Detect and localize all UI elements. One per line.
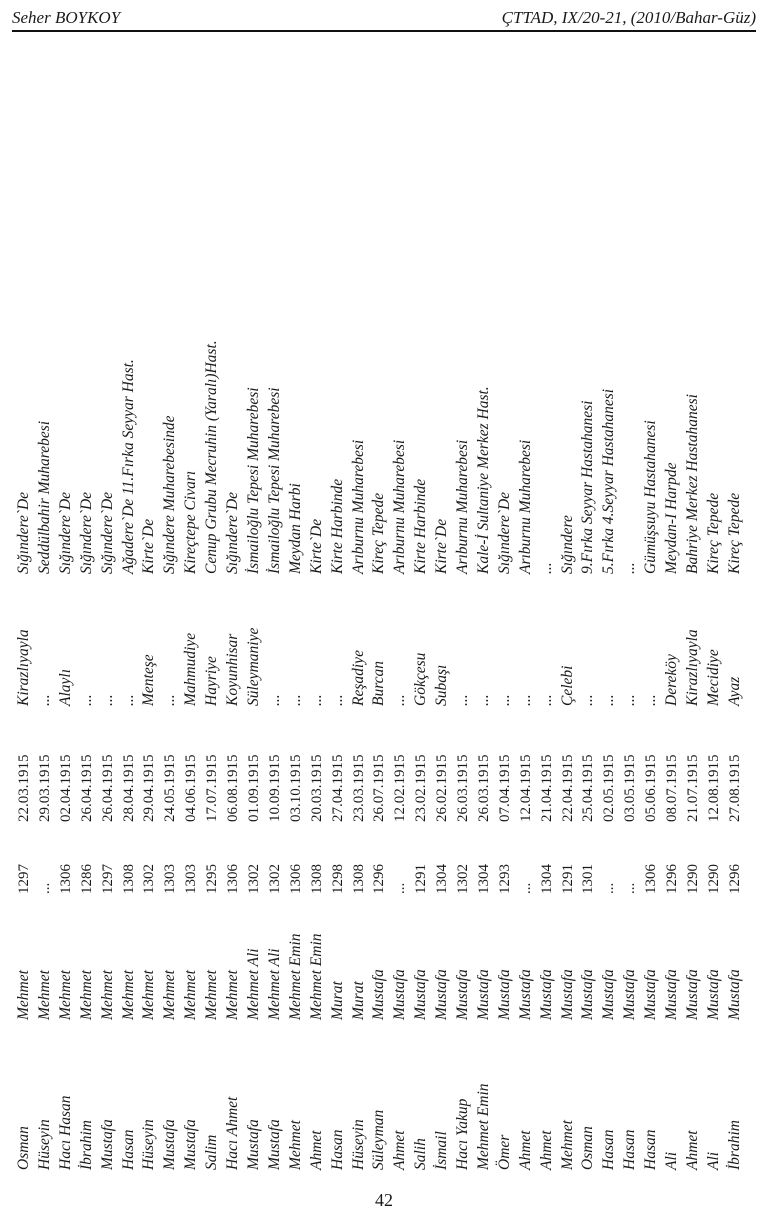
- village-cell: ...: [77, 694, 95, 706]
- death-place-cell: Arıburnu Muharebesi: [454, 439, 472, 574]
- death-date-cell: 20.03.1915: [308, 754, 325, 822]
- name-cell: Ahmet: [391, 1130, 409, 1170]
- death-place-cell: Sığındere`De: [77, 491, 95, 574]
- village-cell: ...: [537, 694, 555, 706]
- father-name-cell: Mustafa: [642, 969, 660, 1020]
- table-row: [516, 210, 537, 1170]
- table-row: [474, 210, 495, 1170]
- death-place-cell: Cenup Grubu Mecruhin (Yaralı)Hast.: [203, 340, 221, 574]
- birth-year-cell: 1306: [643, 864, 660, 894]
- birth-year-cell: 1308: [308, 864, 325, 894]
- father-name-cell: Mustafa: [600, 969, 618, 1020]
- name-cell: Mehmet Emin: [474, 1083, 492, 1170]
- table-row: [139, 210, 160, 1170]
- death-date-cell: 12.08.1915: [705, 754, 722, 822]
- death-place-cell: Arıburnu Muharebesi: [516, 439, 534, 574]
- death-date-cell: 28.04.1915: [120, 754, 137, 822]
- death-place-cell: Kireç Tepede: [725, 492, 743, 574]
- death-date-cell: 02.05.1915: [601, 754, 618, 822]
- village-cell: ...: [286, 694, 304, 706]
- table-row: [181, 210, 202, 1170]
- village-cell: ...: [516, 694, 534, 706]
- birth-year-cell: ...: [622, 882, 639, 894]
- death-date-cell: 22.04.1915: [559, 754, 576, 822]
- table-row: [328, 210, 349, 1170]
- father-name-cell: Mustafa: [725, 969, 743, 1020]
- death-date-cell: 24.05.1915: [162, 754, 179, 822]
- death-place-cell: Sığındere`De: [15, 491, 32, 574]
- village-cell: ...: [642, 694, 660, 706]
- village-cell: Menteşe: [140, 654, 158, 706]
- table-row: [683, 210, 704, 1170]
- name-cell: Ali: [704, 1151, 722, 1170]
- death-place-cell: ...: [537, 562, 555, 574]
- name-cell: Mustafa: [98, 1119, 116, 1170]
- father-name-cell: Mustafa: [663, 969, 681, 1020]
- village-cell: ...: [391, 694, 409, 706]
- death-date-cell: 27.04.1915: [329, 754, 346, 822]
- death-date-cell: 01.09.1915: [245, 754, 262, 822]
- name-cell: Salim: [203, 1134, 221, 1170]
- birth-year-cell: 1293: [496, 864, 513, 894]
- death-date-cell: 27.08.1915: [726, 754, 743, 822]
- father-name-cell: Mustafa: [621, 969, 639, 1020]
- table-row: [119, 210, 140, 1170]
- village-cell: Koyunhisar: [224, 633, 242, 706]
- table-row: [662, 210, 683, 1170]
- village-cell: ...: [328, 694, 346, 706]
- death-place-cell: İsmailoğlu Tepesi Muharebesi: [244, 387, 262, 574]
- birth-year-cell: 1303: [162, 864, 179, 894]
- father-name-cell: Mustafa: [537, 969, 555, 1020]
- death-place-cell: Seddülbahir Muharebesi: [35, 420, 53, 574]
- table-row: [599, 210, 620, 1170]
- father-name-cell: Mehmet Emin: [286, 933, 304, 1020]
- name-cell: Mustafa: [265, 1119, 283, 1170]
- father-name-cell: Mustafa: [516, 969, 534, 1020]
- death-date-cell: 08.07.1915: [664, 754, 681, 822]
- death-date-cell: 03.05.1915: [622, 754, 639, 822]
- birth-year-cell: 1291: [413, 864, 430, 894]
- name-cell: Mustafa: [182, 1119, 200, 1170]
- father-name-cell: Mustafa: [391, 969, 409, 1020]
- death-place-cell: Sığındere Muharebesinde: [161, 415, 179, 574]
- father-name-cell: Mustafa: [433, 969, 451, 1020]
- table-row: [537, 210, 558, 1170]
- death-place-cell: Kirte`De: [140, 518, 158, 574]
- death-place-cell: Meydan Harbi: [286, 483, 304, 574]
- birth-year-cell: ...: [392, 882, 409, 894]
- death-date-cell: 21.04.1915: [538, 754, 555, 822]
- name-cell: İbrahim: [77, 1120, 95, 1170]
- village-cell: Hayriye: [203, 656, 221, 706]
- village-cell: Mecidiye: [704, 649, 722, 706]
- village-cell: Süleymaniye: [244, 627, 262, 706]
- table-row: [160, 210, 181, 1170]
- birth-year-cell: 1298: [329, 864, 346, 894]
- village-cell: ...: [265, 694, 283, 706]
- table-row: [307, 210, 328, 1170]
- birth-year-cell: 1308: [120, 864, 137, 894]
- village-cell: Burcan: [370, 660, 388, 706]
- father-name-cell: Mehmet: [56, 970, 74, 1020]
- name-cell: Mehmet: [558, 1120, 576, 1170]
- death-date-cell: 10.09.1915: [266, 754, 283, 822]
- death-place-cell: Sığındere`De: [224, 491, 242, 574]
- name-cell: Osman: [579, 1126, 597, 1170]
- birth-year-cell: 1304: [475, 864, 492, 894]
- death-place-cell: Arıburnu Muharebesi: [391, 439, 409, 574]
- village-cell: ...: [98, 694, 116, 706]
- table-row: [704, 210, 725, 1170]
- father-name-cell: Mustafa: [495, 969, 513, 1020]
- father-name-cell: Mehmet: [182, 970, 200, 1020]
- name-cell: Hasan: [642, 1129, 660, 1170]
- table-row: [495, 210, 516, 1170]
- birth-year-cell: 1301: [580, 864, 597, 894]
- death-place-cell: Kirte`De: [433, 518, 451, 574]
- village-cell: Kirazlıyayla: [684, 629, 701, 706]
- name-cell: Osman: [15, 1126, 32, 1170]
- name-cell: Hacı Ahmet: [224, 1096, 242, 1170]
- death-date-cell: 21.07.1915: [685, 754, 701, 822]
- table-row: [725, 210, 746, 1170]
- father-name-cell: Mustafa: [684, 969, 701, 1020]
- birth-year-cell: ...: [517, 882, 534, 894]
- death-date-cell: 26.03.1915: [475, 754, 492, 822]
- table-body: [14, 210, 746, 1170]
- rotated-table-container: [14, 210, 754, 1170]
- death-place-cell: 5.Fırka 4.Seyyar Hastahanesi: [600, 388, 618, 574]
- birth-year-cell: ...: [36, 882, 53, 894]
- birth-year-cell: 1302: [141, 864, 158, 894]
- father-name-cell: Mehmet: [119, 970, 137, 1020]
- father-name-cell: Mustafa: [579, 969, 597, 1020]
- birth-year-cell: 1286: [78, 864, 95, 894]
- table-row: [349, 210, 370, 1170]
- table-row: [432, 210, 453, 1170]
- father-name-cell: Mehmet: [224, 970, 242, 1020]
- death-place-cell: Kirte`De: [307, 518, 325, 574]
- death-date-cell: 25.04.1915: [580, 754, 597, 822]
- death-date-cell: 12.04.1915: [517, 754, 534, 822]
- village-cell: ...: [600, 694, 618, 706]
- village-cell: ...: [161, 694, 179, 706]
- father-name-cell: Mustafa: [704, 969, 722, 1020]
- table-row: [578, 210, 599, 1170]
- table-row: [641, 210, 662, 1170]
- village-cell: ...: [621, 694, 639, 706]
- name-cell: Ömer: [495, 1134, 513, 1170]
- birth-year-cell: 1302: [455, 864, 472, 894]
- death-place-cell: Sığındere`De: [98, 491, 116, 574]
- death-date-cell: 26.03.1915: [455, 754, 472, 822]
- village-cell: ...: [579, 694, 597, 706]
- father-name-cell: Mehmet Emin: [307, 933, 325, 1020]
- death-place-cell: ...: [621, 562, 639, 574]
- name-cell: Hacı Hasan: [56, 1095, 74, 1170]
- name-cell: İbrahim: [725, 1120, 743, 1170]
- name-cell: Mustafa: [244, 1119, 262, 1170]
- table-row: [223, 210, 244, 1170]
- table-row: [56, 210, 77, 1170]
- death-place-cell: Kireç Tepede: [370, 492, 388, 574]
- death-date-cell: 22.03.1915: [16, 754, 32, 822]
- village-cell: ...: [454, 694, 472, 706]
- death-date-cell: 03.10.1915: [287, 754, 304, 822]
- table-row: [202, 210, 223, 1170]
- death-date-cell: 26.02.1915: [434, 754, 451, 822]
- birth-year-cell: 1290: [705, 864, 722, 894]
- village-cell: Ayaz: [725, 676, 743, 706]
- birth-year-cell: 1297: [16, 864, 32, 894]
- father-name-cell: Mustafa: [412, 969, 430, 1020]
- death-date-cell: 06.08.1915: [225, 754, 242, 822]
- death-place-cell: Sığındere`De: [495, 491, 513, 574]
- name-cell: Hüseyin: [349, 1119, 367, 1170]
- birth-year-cell: 1296: [726, 864, 743, 894]
- death-place-cell: Kale-İ Sultaniye Merkez Hast.: [474, 386, 492, 574]
- name-cell: Salih: [412, 1138, 430, 1170]
- name-cell: Ahmet: [307, 1130, 325, 1170]
- name-cell: Hüseyin: [140, 1119, 158, 1170]
- death-date-cell: 23.03.1915: [350, 754, 367, 822]
- death-date-cell: 29.04.1915: [141, 754, 158, 822]
- running-header: [12, 2, 756, 32]
- father-name-cell: Mehmet: [77, 970, 95, 1020]
- table-row: [14, 210, 35, 1170]
- birth-year-cell: 1296: [664, 864, 681, 894]
- father-name-cell: Murat: [349, 981, 367, 1020]
- village-cell: ...: [119, 694, 137, 706]
- name-cell: Ali: [663, 1151, 681, 1170]
- name-cell: Ahmet: [684, 1130, 701, 1170]
- father-name-cell: Mehmet: [203, 970, 221, 1020]
- birth-year-cell: 1295: [204, 864, 221, 894]
- village-cell: Kirazlıyayla: [15, 629, 32, 706]
- name-cell: Mehmet: [286, 1120, 304, 1170]
- death-place-cell: Kirte Harbinde: [412, 478, 430, 574]
- death-place-cell: Sığındere`De: [56, 491, 74, 574]
- table-row: [35, 210, 56, 1170]
- birth-year-cell: 1302: [266, 864, 283, 894]
- death-date-cell: 26.07.1915: [371, 754, 388, 822]
- death-place-cell: Kireçtepe Civarı: [182, 470, 200, 574]
- death-place-cell: Kirte Harbinde: [328, 478, 346, 574]
- birth-year-cell: 1290: [685, 864, 701, 894]
- name-cell: Hasan: [119, 1129, 137, 1170]
- table-row: [369, 210, 390, 1170]
- death-date-cell: 02.04.1915: [57, 754, 74, 822]
- birth-year-cell: 1306: [287, 864, 304, 894]
- name-cell: Hasan: [600, 1129, 618, 1170]
- village-cell: ...: [474, 694, 492, 706]
- death-date-cell: 05.06.1915: [643, 754, 660, 822]
- table-row: [411, 210, 432, 1170]
- death-place-cell: Bahriye Merkez Hastahanesi: [684, 394, 701, 574]
- father-name-cell: Mehmet Ali: [265, 948, 283, 1020]
- village-cell: ...: [307, 694, 325, 706]
- father-name-cell: Mehmet: [98, 970, 116, 1020]
- birth-year-cell: 1308: [350, 864, 367, 894]
- village-cell: Reşadiye: [349, 650, 367, 706]
- death-place-cell: 9.Fırka Seyyar Hastahanesi: [579, 400, 597, 574]
- father-name-cell: Mehmet: [140, 970, 158, 1020]
- birth-year-cell: 1302: [245, 864, 262, 894]
- father-name-cell: Mustafa: [370, 969, 388, 1020]
- casualty-table: [14, 210, 746, 1170]
- death-place-cell: Ağadere`De 11.Fırka Seyyar Hast.: [119, 359, 137, 574]
- birth-year-cell: 1296: [371, 864, 388, 894]
- header-journal: ÇTTAD, IX/20-21, (2010/Bahar-Güz): [501, 8, 756, 27]
- father-name-cell: Mehmet Ali: [244, 948, 262, 1020]
- death-place-cell: Kireç Tepede: [704, 492, 722, 574]
- village-cell: Çelebi: [558, 665, 576, 706]
- death-date-cell: 04.06.1915: [183, 754, 200, 822]
- table-row: [620, 210, 641, 1170]
- village-cell: ...: [495, 694, 513, 706]
- village-cell: Subaşı: [433, 664, 451, 706]
- table-row: [453, 210, 474, 1170]
- village-cell: Alaylı: [56, 668, 74, 706]
- death-place-cell: Arıburnu Muharebesi: [349, 439, 367, 574]
- death-date-cell: 29.03.1915: [36, 754, 53, 822]
- name-cell: Ahmet: [537, 1130, 555, 1170]
- village-cell: Mahmudiye: [182, 632, 200, 706]
- village-cell: ...: [35, 694, 53, 706]
- table-row: [265, 210, 286, 1170]
- birth-year-cell: 1306: [57, 864, 74, 894]
- page-number: 42: [375, 1190, 393, 1210]
- name-cell: Süleyman: [370, 1109, 388, 1170]
- name-cell: İsmail: [433, 1131, 451, 1170]
- birth-year-cell: 1304: [538, 864, 555, 894]
- death-date-cell: 26.04.1915: [78, 754, 95, 822]
- death-date-cell: 07.04.1915: [496, 754, 513, 822]
- death-place-cell: Gümüşsuyu Hastahanesi: [642, 420, 660, 574]
- name-cell: Hüseyin: [35, 1119, 53, 1170]
- death-date-cell: 26.04.1915: [99, 754, 116, 822]
- header-author: Seher BOYKOY: [12, 8, 121, 27]
- name-cell: Ahmet: [516, 1130, 534, 1170]
- father-name-cell: Mustafa: [474, 969, 492, 1020]
- death-date-cell: 17.07.1915: [204, 754, 221, 822]
- table-row: [390, 210, 411, 1170]
- village-cell: Gökçesu: [412, 652, 430, 706]
- birth-year-cell: 1291: [559, 864, 576, 894]
- death-place-cell: İsmailoğlu Tepesi Muharebesi: [265, 387, 283, 574]
- death-place-cell: Meydan-I Harpde: [663, 462, 681, 574]
- father-name-cell: Mehmet: [161, 970, 179, 1020]
- father-name-cell: Mustafa: [454, 969, 472, 1020]
- table-row: [98, 210, 119, 1170]
- father-name-cell: Mustafa: [558, 969, 576, 1020]
- name-cell: Hasan: [621, 1129, 639, 1170]
- birth-year-cell: 1297: [99, 864, 116, 894]
- father-name-cell: Mehmet: [15, 970, 32, 1020]
- table-row: [286, 210, 307, 1170]
- birth-year-cell: ...: [601, 882, 618, 894]
- death-place-cell: Sığındere: [558, 515, 576, 574]
- birth-year-cell: 1303: [183, 864, 200, 894]
- birth-year-cell: 1306: [225, 864, 242, 894]
- birth-year-cell: 1304: [434, 864, 451, 894]
- table-row: [244, 210, 265, 1170]
- name-cell: Hasan: [328, 1129, 346, 1170]
- father-name-cell: Murat: [328, 981, 346, 1020]
- table-row: [77, 210, 98, 1170]
- village-cell: Dereköy: [663, 654, 681, 706]
- death-date-cell: 12.02.1915: [392, 754, 409, 822]
- name-cell: Mustafa: [161, 1119, 179, 1170]
- table-row: [558, 210, 579, 1170]
- father-name-cell: Mehmet: [35, 970, 53, 1020]
- death-date-cell: 23.02.1915: [413, 754, 430, 822]
- name-cell: Hacı Yakup: [454, 1098, 472, 1170]
